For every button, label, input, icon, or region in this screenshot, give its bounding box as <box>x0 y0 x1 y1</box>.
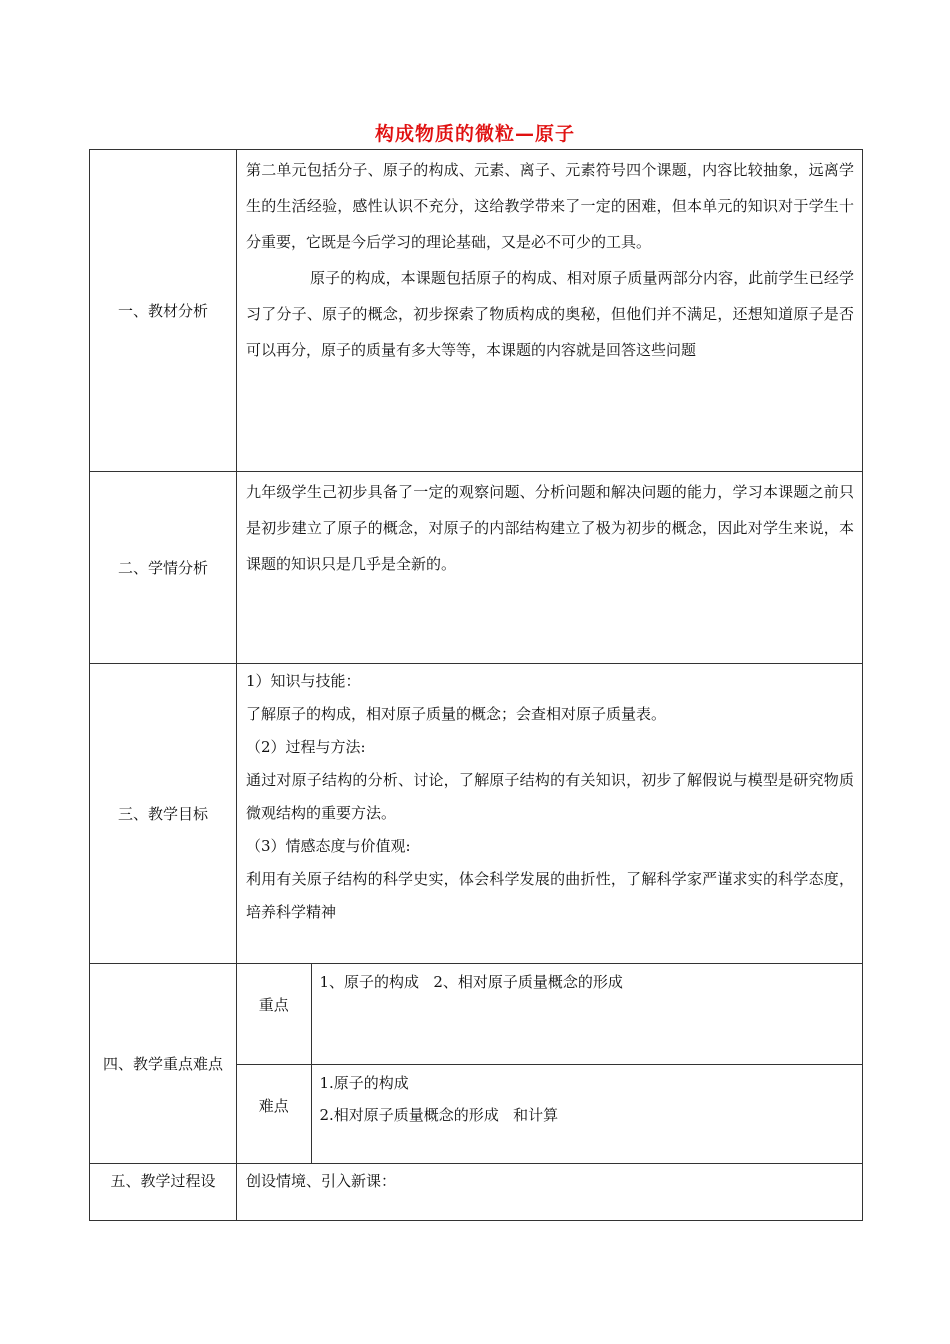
goal-line: 利用有关原子结构的科学史实，体会科学发展的曲折性，了解科学家严谨求实的科学态度，培养科学精神 <box>246 870 854 921</box>
key-point-text: 1、原子的构成 2、相对原子质量概念的形成 <box>319 973 623 991</box>
goal-heading: （2）过程与方法: <box>246 738 366 756</box>
difficult-point-line: 1.原子的构成 <box>319 1073 409 1092</box>
difficult-point-label: 难点 <box>237 1064 311 1163</box>
key-point-row <box>237 964 862 1064</box>
goal-line: 通过对原子结构的分析、讨论，了解原子结构的有关知识，初步了解假说与模型是研究物质微观结构的重要方法。 <box>246 771 854 822</box>
goal-line: 了解原子的构成，相对原子质量的概念；会查相对原子质量表。 <box>246 705 667 723</box>
section-content <box>237 472 863 664</box>
paragraph: 创设情境、引入新课： <box>246 1172 397 1190</box>
section-row-teaching-process <box>90 1164 863 1221</box>
section-label: 二、学情分析 <box>90 472 237 664</box>
difficult-point-row <box>237 1064 862 1163</box>
section-label: 四、教学重点难点 <box>90 964 237 1164</box>
paragraph: 第二单元包括分子、原子的构成、元素、离子、元素符号四个课题，内容比较抽象，远离学生的生活经验，感性认识不充分，这给教学带来了一定的困难，但本单元的知识对于学生十分重要，它既是今后学习的理论基础，又是必不可少的工具。 <box>246 161 854 251</box>
section-content <box>237 1164 863 1221</box>
paragraph: 原子的构成，本课题包括原子的构成、相对原子质量两部分内容，此前学生已经学习了分子、原子的概念，初步探索了物质构成的奥秘，但他们并不满足，还想知道原子是否可以再分，原子的质量有多大等等，本课题的内容就是回答这些问题 <box>246 269 854 359</box>
key-points-subtable <box>237 964 862 1163</box>
document-title: 构成物质的微粒—原子 <box>374 123 575 145</box>
section-label: 三、教学目标 <box>90 664 237 964</box>
section-label: 五、教学过程设 <box>90 1164 237 1221</box>
difficult-point-content <box>311 1064 862 1163</box>
paragraph: 九年级学生己初步具备了一定的观察问题、分析问题和解决问题的能力，学习本课题之前只是初步建立了原子的概念，对原子的内部结构建立了极为初步的概念，因此对学生来说，本课题的知识只是几乎是全新的。 <box>246 483 854 573</box>
section-row-teaching-goals <box>90 664 863 964</box>
section-row-textbook-analysis <box>90 150 863 472</box>
key-point-content <box>311 964 862 1064</box>
difficult-point-line: 2.相对原子质量概念的形成 和计算 <box>319 1105 559 1124</box>
section-row-key-points <box>90 964 863 1164</box>
section-content <box>237 664 863 964</box>
section-content <box>237 964 863 1164</box>
key-point-label: 重点 <box>237 964 311 1064</box>
goal-heading: （3）情感态度与价值观: <box>246 837 411 855</box>
section-label: 一、教材分析 <box>90 150 237 472</box>
goal-heading: 1）知识与技能： <box>246 672 361 690</box>
lesson-plan-table <box>89 149 863 1221</box>
section-content <box>237 150 863 472</box>
section-row-student-analysis <box>90 472 863 664</box>
